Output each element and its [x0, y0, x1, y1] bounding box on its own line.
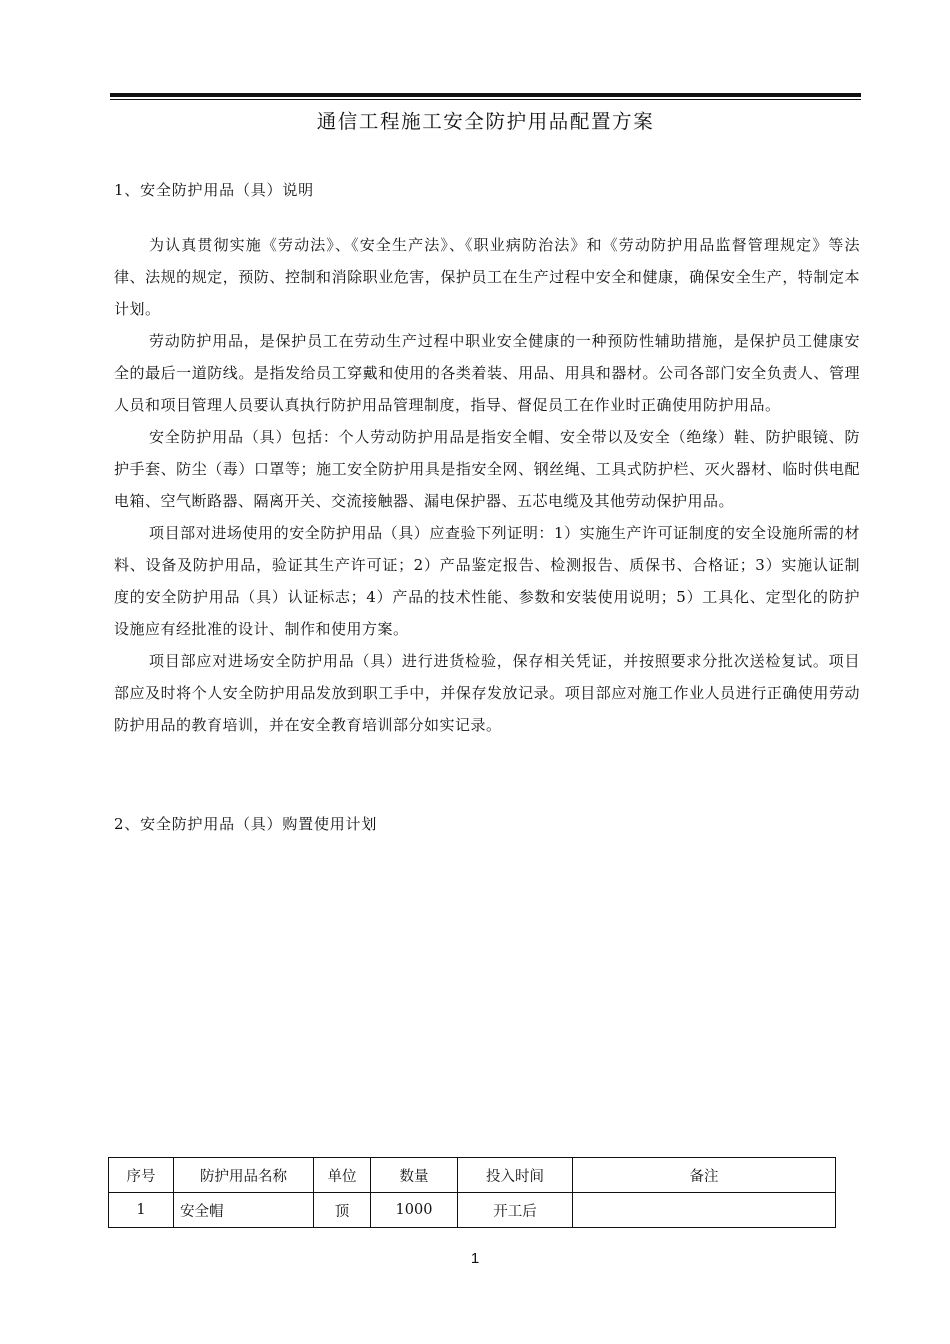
paragraph: 为认真贯彻实施《劳动法》、《安全生产法》、《职业病防治法》和《劳动防护用品监督管理规定》等法律、法规的规定，预防、控制和消除职业危害，保护员工在生产过程中安全和健康，确保安全生产，特制定本计划。 [114, 236, 860, 318]
cell-index: 1 [109, 1193, 174, 1228]
paragraph: 项目部应对进场安全防护用品（具）进行进货检验，保存相关凭证，并按照要求分批次送检复试。项目部应及时将个人安全防护用品发放到职工手中，并保存发放记录。项目部应对施工作业人员进行正确使用劳动防护用品的教育培训，并在安全教育培训部分如实记录。 [114, 652, 860, 734]
section-1-body [114, 229, 860, 741]
column-header-quantity: 数量 [371, 1158, 458, 1193]
column-header-index: 序号 [109, 1158, 174, 1193]
section-1-heading: 1、安全防护用品（具）说明 [114, 181, 314, 199]
paragraph: 安全防护用品（具）包括：个人劳动防护用品是指安全帽、安全带以及安全（绝缘）鞋、防护眼镜、防护手套、防尘（毒）口罩等；施工安全防护用具是指安全网、钢丝绳、工具式防护栏、灭火器材、临时供电配电箱、空气断路器、隔离开关、交流接触器、漏电保护器、五芯电缆及其他劳动保护用品。 [114, 428, 860, 510]
page-number: 1 [470, 1250, 480, 1267]
table-row [109, 1193, 836, 1228]
column-header-time: 投入时间 [458, 1158, 573, 1193]
column-header-remarks: 备注 [573, 1158, 836, 1193]
cell-remarks [573, 1193, 836, 1228]
column-header-unit: 单位 [314, 1158, 371, 1193]
purchase-plan-table [108, 1157, 836, 1228]
paragraph: 项目部对进场使用的安全防护用品（具）应查验下列证明：1）实施生产许可证制度的安全设施所需的材料、设备及防护用品，验证其生产许可证；2）产品鉴定报告、检测报告、质保书、合格证；3）实施认证制度的安全防护用品（具）认证标志；4）产品的技术性能、参数和安装使用说明；5）工具化、定型化的防护设施应有经批准的设计、制作和使用方案。 [114, 524, 860, 638]
cell-quantity: 1000 [371, 1193, 458, 1228]
cell-time: 开工后 [458, 1193, 573, 1228]
header-rule-thin [110, 99, 861, 100]
header-rule-thick [110, 93, 861, 97]
cell-item-name: 安全帽 [174, 1193, 314, 1228]
paragraph: 劳动防护用品，是保护员工在劳动生产过程中职业安全健康的一种预防性辅助措施，是保护员工健康安全的最后一道防线。是指发给员工穿戴和使用的各类着装、用品、用具和器材。公司各部门安全负责人、管理人员和项目管理人员要认真执行防护用品管理制度，指导、督促员工在作业时正确使用防护用品。 [114, 332, 860, 414]
document-title: 通信工程施工安全防护用品配置方案 [316, 110, 655, 133]
cell-unit: 顶 [314, 1193, 371, 1228]
section-2-heading: 2、安全防护用品（具）购置使用计划 [114, 815, 378, 833]
table-header-row [109, 1158, 836, 1193]
column-header-item-name: 防护用品名称 [174, 1158, 314, 1193]
